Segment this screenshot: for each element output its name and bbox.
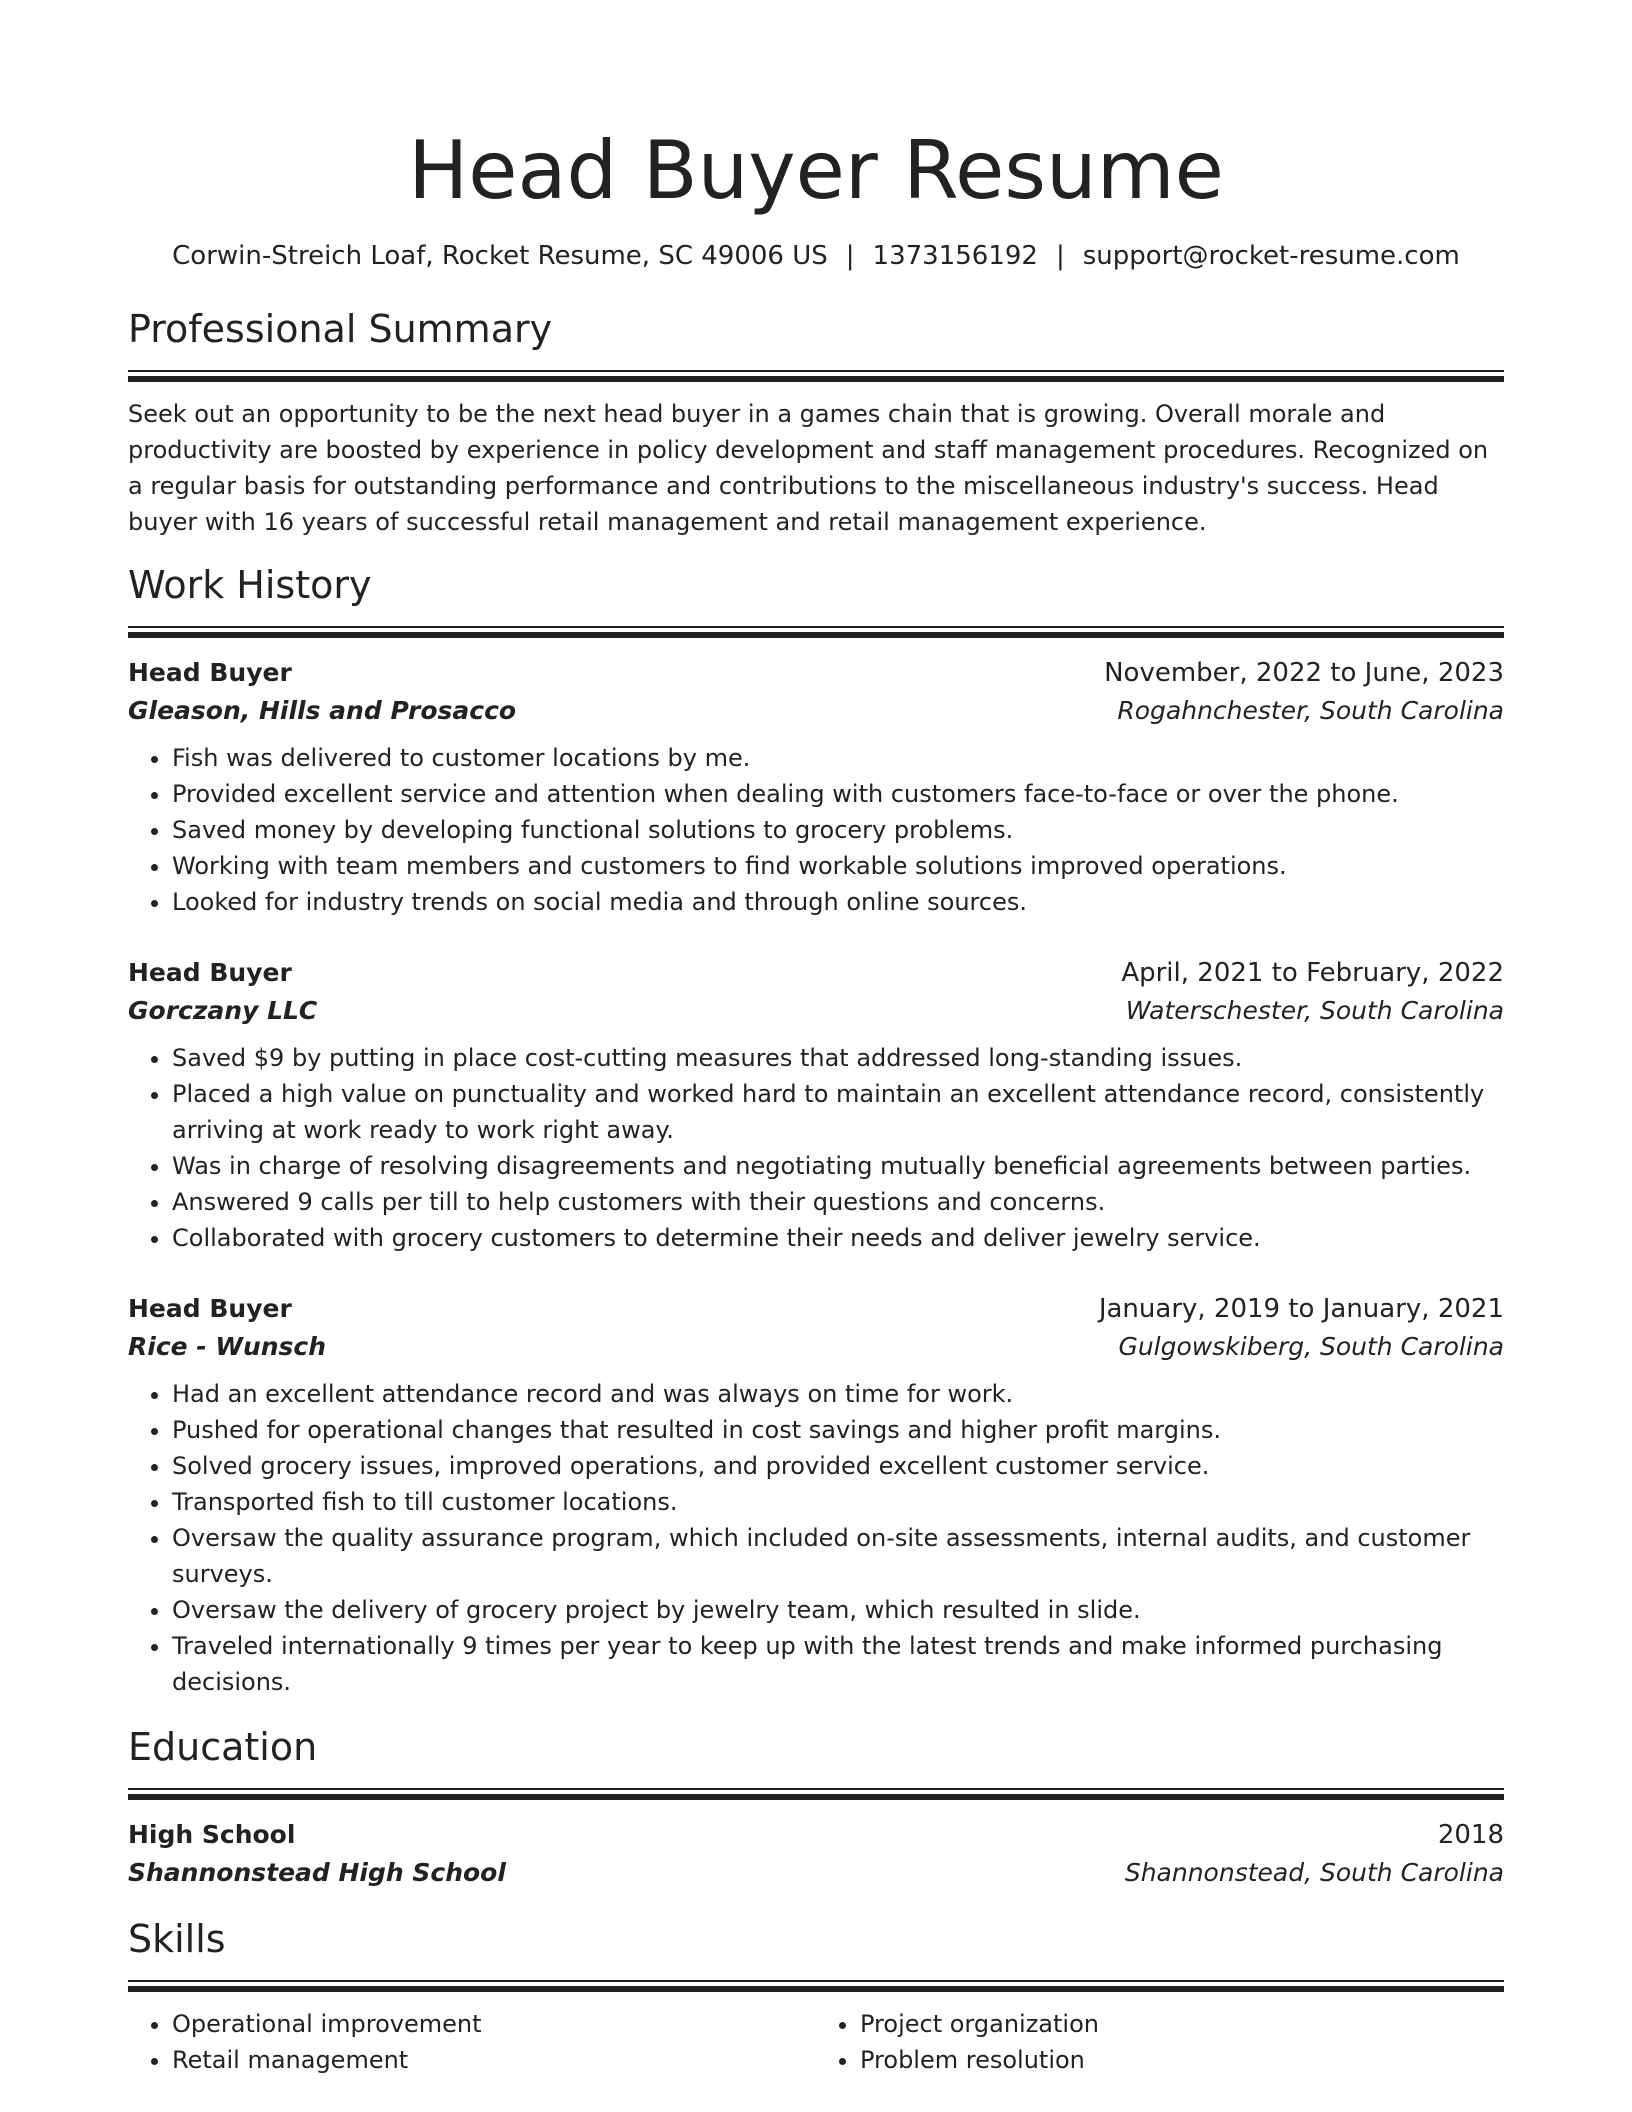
summary-text: Seek out an opportunity to be the next head buyer in a games chain that is growing. Overall morale and productivity are boosted by experience in policy development and staff management procedures. Recognized on a regular basis for outstanding performance and contributions to the miscellaneous industry's success. Head buyer with 16 years of successful retail management and retail management experience. [128, 400, 1489, 536]
summary-section [128, 304, 1504, 540]
job-location: Rogahnchester, South Carolina [1117, 696, 1504, 725]
education-school: Shannonstead High School [128, 1858, 506, 1887]
job-location: Gulgowskiberg, South Carolina [1118, 1332, 1504, 1361]
job-bullet: • Traveled internationally 9 times per year to keep up with the latest trends and make informed purchasing decisions. [172, 1628, 1504, 1700]
job-entry [128, 1290, 1504, 1700]
education-school-row [128, 1854, 1504, 1892]
education-degree: High School [128, 1820, 296, 1849]
job-company: Gleason, Hills and Prosacco [128, 696, 517, 725]
job-bullet: • Collaborated with grocery customers to determine their needs and deliver jewelry service. [172, 1220, 1504, 1256]
contact-separator: | [1055, 241, 1065, 271]
work-history-section [128, 560, 1504, 1700]
job-dates: November, 2022 to June, 2023 [1104, 658, 1504, 688]
job-company-row [128, 992, 1504, 1030]
contact-phone: 1373156192 [872, 241, 1038, 271]
job-entry [128, 954, 1504, 1256]
job-company-row [128, 692, 1504, 730]
job-header-row [128, 954, 1504, 992]
job-bullet: • Fish was delivered to customer locations by me. [172, 740, 1504, 776]
job-bullets [128, 740, 1504, 920]
skills-column-left [128, 2006, 816, 2078]
job-bullet: • Oversaw the delivery of grocery project by jewelry team, which resulted in slide. [172, 1592, 1504, 1628]
section-heading-summary: Professional Summary [128, 307, 553, 351]
section-heading-work-history: Work History [128, 563, 372, 607]
job-title: Head Buyer [128, 658, 292, 687]
skills-grid [128, 2006, 1504, 2078]
job-bullet: • Solved grocery issues, improved operations, and provided excellent customer service. [172, 1448, 1504, 1484]
page-title: Head Buyer Resume [408, 124, 1224, 217]
education-section [128, 1722, 1504, 1892]
skills-column-right [816, 2006, 1504, 2078]
education-header-row [128, 1816, 1504, 1854]
job-company: Rice - Wunsch [128, 1332, 327, 1361]
section-divider [128, 626, 1504, 638]
skill-item: • Operational improvement [172, 2006, 816, 2042]
skill-item: • Project organization [860, 2006, 1504, 2042]
job-company-row [128, 1328, 1504, 1366]
section-heading-education: Education [128, 1725, 318, 1769]
job-location: Waterschester, South Carolina [1125, 996, 1504, 1025]
job-title: Head Buyer [128, 958, 292, 987]
contact-separator: | [845, 241, 855, 271]
education-year: 2018 [1437, 1820, 1504, 1850]
job-bullet: • Answered 9 calls per till to help customers with their questions and concerns. [172, 1184, 1504, 1220]
section-divider [128, 370, 1504, 382]
section-heading-skills: Skills [128, 1917, 226, 1961]
job-bullet: • Was in charge of resolving disagreements and negotiating mutually beneficial agreements between parties. [172, 1148, 1504, 1184]
job-bullets [128, 1040, 1504, 1256]
job-bullet: • Provided excellent service and attention when dealing with customers face-to-face or over the phone. [172, 776, 1504, 812]
section-divider [128, 1980, 1504, 1992]
job-entry [128, 654, 1504, 920]
job-dates: January, 2019 to January, 2021 [1098, 1294, 1504, 1324]
job-title: Head Buyer [128, 1294, 292, 1323]
education-location: Shannonstead, South Carolina [1124, 1858, 1504, 1887]
job-bullet: • Saved money by developing functional solutions to grocery problems. [172, 812, 1504, 848]
job-bullet: • Placed a high value on punctuality and worked hard to maintain an excellent attendance record, consistently arriving at work ready to work right away. [172, 1076, 1504, 1148]
contact-email: support@rocket-resume.com [1082, 241, 1460, 271]
job-header-row [128, 1290, 1504, 1328]
education-entry [128, 1816, 1504, 1892]
job-bullet: • Working with team members and customers to find workable solutions improved operations. [172, 848, 1504, 884]
skill-item: • Retail management [172, 2042, 816, 2078]
job-bullet: • Had an excellent attendance record and was always on time for work. [172, 1376, 1504, 1412]
contact-line [128, 238, 1504, 274]
job-company: Gorczany LLC [128, 996, 318, 1025]
job-bullet: • Oversaw the quality assurance program, which included on-site assessments, internal audits, and customer surveys. [172, 1520, 1504, 1592]
skills-section [128, 1914, 1504, 2078]
contact-address: Corwin-Streich Loaf, Rocket Resume, SC 49006 US [172, 241, 828, 271]
job-bullet: • Saved $9 by putting in place cost-cutting measures that addressed long-standing issues. [172, 1040, 1504, 1076]
job-header-row [128, 654, 1504, 692]
job-dates: April, 2021 to February, 2022 [1121, 958, 1504, 988]
section-divider [128, 1788, 1504, 1800]
skill-item: • Problem resolution [860, 2042, 1504, 2078]
job-bullet: • Transported fish to till customer locations. [172, 1484, 1504, 1520]
job-bullets [128, 1376, 1504, 1700]
job-bullet: • Looked for industry trends on social media and through online sources. [172, 884, 1504, 920]
job-bullet: • Pushed for operational changes that resulted in cost savings and higher profit margins. [172, 1412, 1504, 1448]
